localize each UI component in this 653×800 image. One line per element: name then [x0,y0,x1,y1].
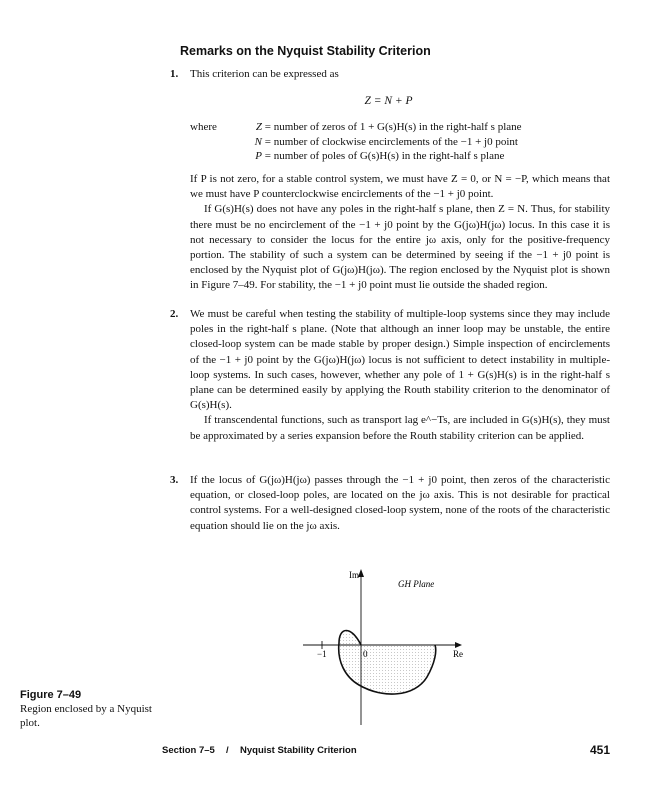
imaginary-axis-label: Im [349,570,359,580]
minus-one-label: −1 [317,649,327,659]
figure-caption [20,688,160,730]
equation-z-n-p: Z = N + P [364,95,413,107]
item-2-paragraph-1: We must be careful when testing the stability of multiple-loop systems since they may include poles in the right-half s plane. (Note that although an inner loop may be unstable, the entire closed-loop system can be made stable by proper design.) Simple inspection of encirclements of the −1 + j0 point by the G(jω)H(jω) locus is not sufficient to detect instability in multiple-loop systems. In such cases, however, whether any pole of 1 + G(s)H(s) is in the right-half s plane can be determined easily by applying the Routh stability criterion to the denominator of G(s)H(s). [190,308,610,412]
footer-separator: / [226,745,229,756]
gh-plane-label: GH Plane [398,579,435,589]
figure-caption-title: Figure 7–49 [20,689,82,701]
definition-n: N = number of clockwise encirclements of the −1 + j0 point [254,135,518,148]
figure-caption-text: Region enclosed by a Nyquist plot. [20,703,152,729]
item-1-body [190,172,610,294]
nyquist-plot-figure [295,565,495,735]
origin-label: 0 [363,649,368,659]
item-1-intro: This criterion can be expressed as [190,68,339,80]
item-3-paragraph-1: If the locus of G(jω)H(jω) passes through the −1 + j0 point, then zeros of the characteristic equation, or closed-loop poles, are located on the jω axis. This is not desirable for practical control systems. For a well-designed closed-loop system, none of the roots of the characteristic equation should lie on the jω axis. [190,474,610,532]
where-label: where [190,121,217,133]
section-heading: Remarks on the Nyquist Stability Criterion [180,44,431,58]
footer-title: Nyquist Stability Criterion [240,745,357,756]
item-1-paragraph-2: If G(s)H(s) does not have any poles in the right-half s plane, then Z = N. Thus, for stability there must be no encirclement of the −1 + j0 point by the G(jω)H(jω) locus. In this case it is not necessary to consider the locus for the entire jω axis, only for the positive-frequency portion. The stability of such a system can be determined by seeing if the −1 + j0 point is enclosed by the Nyquist plot of G(jω)H(jω). The region enclosed by the Nyquist plot is shown in Figure 7–49. For stability, the −1 + j0 point must lie outside the shaded region. [190,203,610,292]
page-number: 451 [590,743,611,757]
footer-section: Section 7–5 [162,745,215,756]
item-2-number: 2. [170,308,179,320]
definition-p: P = number of poles of G(s)H(s) in the right-half s plane [255,150,505,162]
item-1-paragraph-1: If P is not zero, for a stable control system, we must have Z = 0, or N = −P, which means that we must have P counterclockwise encirclements of the −1 + j0 point. [190,173,610,201]
real-axis-arrow [455,642,462,648]
definitions-list [190,120,522,164]
item-2-body [190,307,610,444]
item-2-paragraph-2: If transcendental functions, such as transport lag e^−Ts, are included in G(s)H(s), they must be approximated by a series expansion before the Routh stability criterion can be applied. [190,414,610,442]
real-axis-label: Re [453,649,463,659]
item-3-number: 3. [170,474,179,486]
item-1-number: 1. [170,68,179,80]
definition-z: where Z = number of zeros of 1 + G(s)H(s) in the right-half s plane [190,121,522,133]
item-3-body [190,473,610,534]
